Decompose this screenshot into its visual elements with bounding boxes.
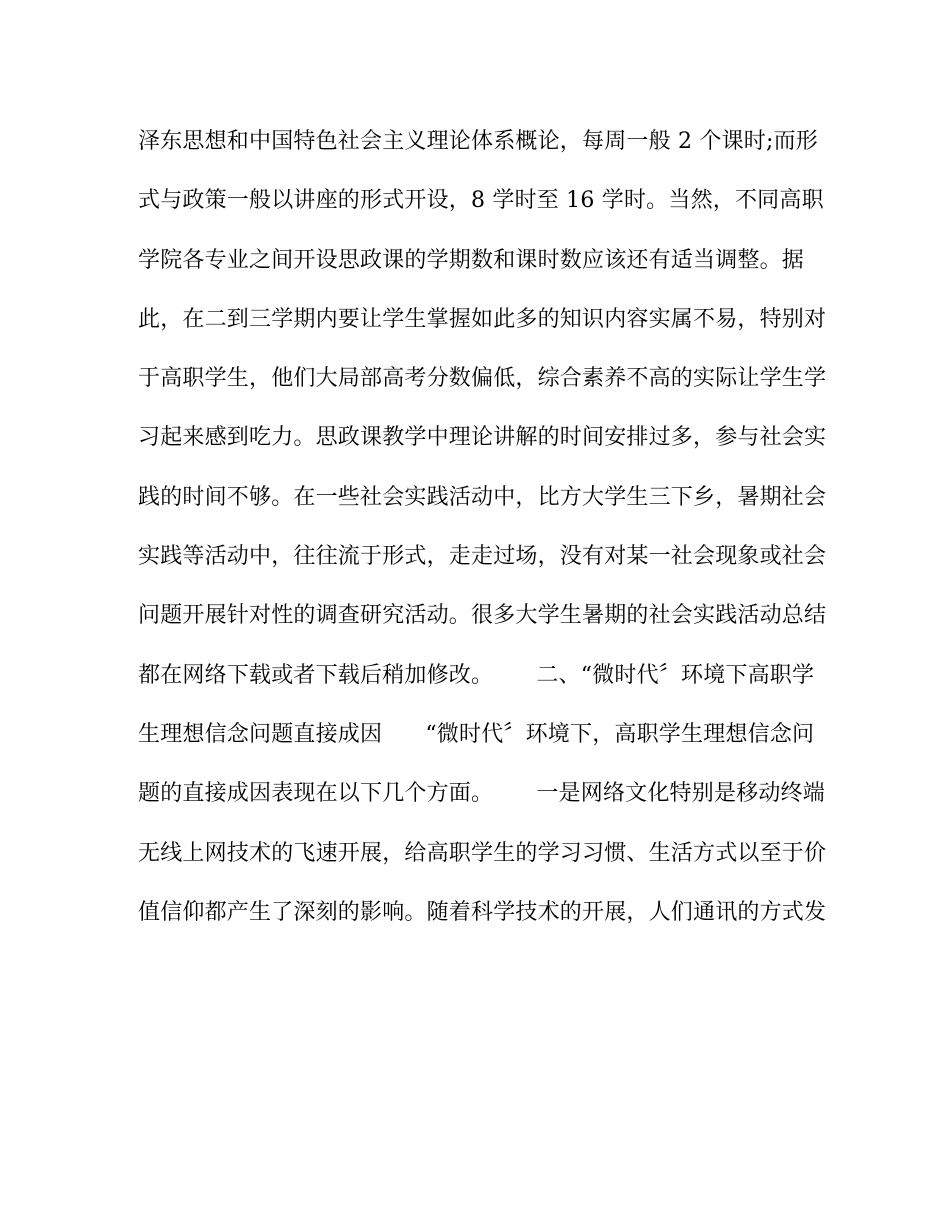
text-line: 无线上网技术的飞速开展，给高职学生的学习习惯、生活方式以至于价 [138,840,827,866]
text-line: 题的直接成因表现在以下几个方面。 一是网络文化特别是移动终端 [138,781,825,807]
text-line: 生理想信念问题直接成因 “微时代〞环境下，高职学生理想信念问 [138,721,815,747]
text-line: 式与政策一般以讲座的形式开设，8 学时至 16 学时。当然，不同高职 [138,188,824,214]
text-line: 践的时间不够。在一些社会实践活动中，比方大学生三下乡，暑期社会 [138,484,827,510]
text-line: 都在网络下载或者下载后稍加修改。 二、“微时代〞环境下高职学 [138,662,815,688]
body-text [138,119,828,949]
text-line: 实践等活动中，往往流于形式，走走过场，没有对某一社会现象或社会 [138,544,827,570]
text-line: 于高职学生，他们大局部高考分数偏低，综合素养不高的实际让学生学 [138,366,827,392]
text-line: 习起来感到吃力。思政课教学中理论讲解的时间安排过多，参与社会实 [138,425,827,451]
text-line: 问题开展针对性的调查研究活动。很多大学生暑期的社会实践活动总结 [138,603,827,629]
text-line: 值信仰都产生了深刻的影响。随着科学技术的开展，人们通讯的方式发 [138,899,827,925]
text-line: 泽东思想和中国特色社会主义理论体系概论，每周一般 2 个课时;而形 [138,129,818,154]
text-line: 此，在二到三学期内要让学生掌握如此多的知识内容实属不易，特别对 [138,306,827,332]
text-line: 学院各专业之间开设思政课的学期数和课时数应该还有适当调整。据 [138,247,805,273]
